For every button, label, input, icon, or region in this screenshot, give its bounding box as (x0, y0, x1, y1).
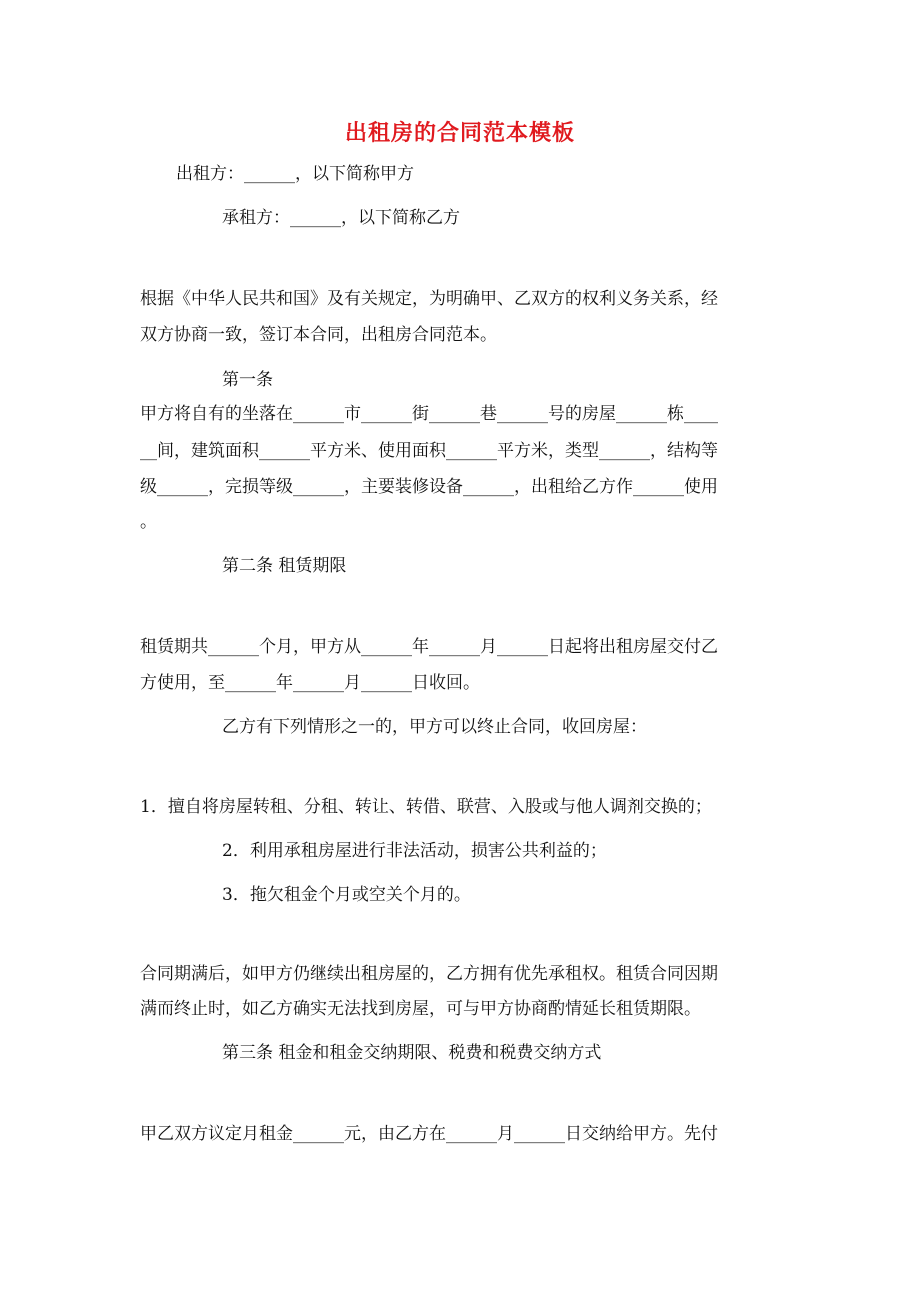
renewal-line-2: 满而终止时，如乙方确实无法找到房屋，可与甲方协商酌情延长租赁期限。 (140, 999, 701, 1019)
intro-paragraph-line-1: 根据《中华人民共和国》及有关规定，为明确甲、乙双方的权利义务关系，经 (140, 289, 718, 309)
lease-term-line-1: 租赁期共______个月，甲方从______年______月______日起将出租房屋交付乙 (140, 637, 718, 657)
termination-item-2: 2．利用承租房屋进行非法活动，损害公共利益的； (222, 841, 607, 861)
intro-paragraph-line-2: 双方协商一致，签订本合同，出租房合同范本。 (140, 325, 497, 345)
lease-term-line-2: 方使用，至______年______月______日收回。 (140, 673, 480, 693)
article-1-line-2: __间，建筑面积______平方米、使用面积______平方米，类型______，结构等 (140, 441, 718, 461)
renewal-line-1: 合同期满后，如甲方仍继续出租房屋的，乙方拥有优先承租权。租赁合同因期 (140, 964, 718, 984)
article-1-line-1: 甲方将自有的坐落在______市______街______巷______号的房屋______栋____ (140, 404, 718, 424)
article-1-line-3: 级______，完损等级______，主要装修设备______，出租给乙方作______使用 (140, 477, 718, 497)
termination-item-3: 3．拖欠租金个月或空关个月的。 (222, 885, 471, 905)
article-2-heading: 第二条 租赁期限 (222, 556, 347, 576)
article-1-line-4: 。 (140, 512, 157, 532)
article-1-heading: 第一条 (222, 370, 273, 390)
lessor-line: 出租方：______，以下简称甲方 (176, 164, 414, 184)
document-title: 出租房的合同范本模板 (344, 121, 575, 146)
article-3-heading: 第三条 租金和租金交纳期限、税费和税费交纳方式 (222, 1043, 602, 1063)
rent-line-1: 甲乙双方议定月租金______元，由乙方在______月______日交纳给甲方。先付 (140, 1124, 718, 1144)
termination-intro: 乙方有下列情形之一的，甲方可以终止合同，收回房屋： (222, 717, 647, 737)
termination-item-1: 1．擅自将房屋转租、分租、转让、转借、联营、入股或与他人调剂交换的； (140, 797, 712, 817)
lessee-line: 承租方：______，以下简称乙方 (222, 208, 460, 228)
